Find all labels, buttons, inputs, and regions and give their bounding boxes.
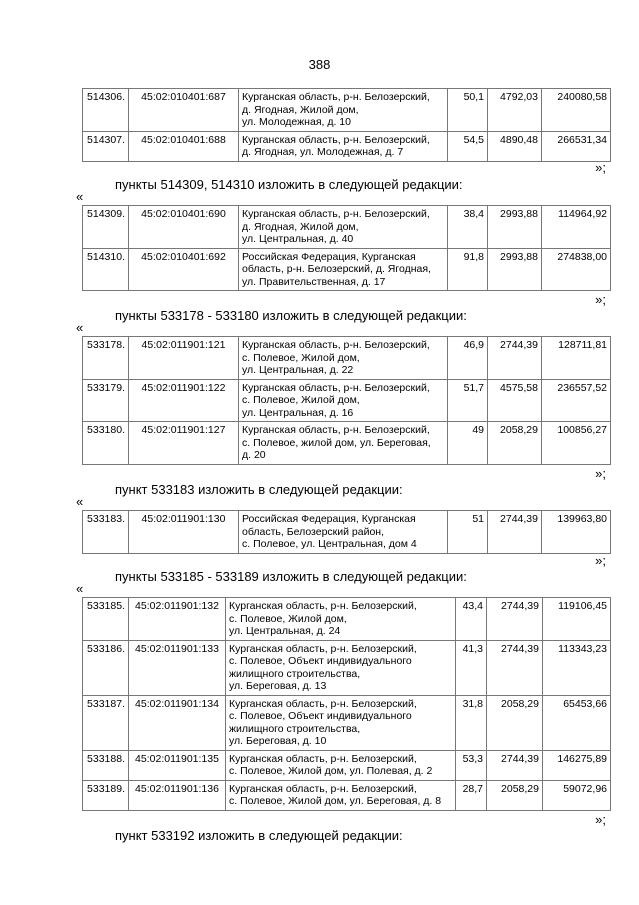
table-row (83, 248, 611, 291)
address-line: Курганская область, р-н. Белозерский, (242, 208, 430, 220)
row-number-cell: 514307. (83, 131, 129, 161)
rate-cell: 2744,39 (488, 511, 542, 554)
rate-cell: 2058,29 (487, 695, 543, 750)
table-row (83, 131, 611, 161)
cadastral-value-cell: 146275,89 (543, 750, 611, 780)
instruction-text: пункты 533185 - 533189 изложить в следующей редакции: (115, 569, 467, 584)
area-cell: 51,7 (448, 379, 488, 422)
area-cell: 28,7 (456, 780, 487, 810)
address-line: ул. Береговая, д. 10 (229, 735, 327, 747)
address-cell (226, 695, 456, 750)
rate-cell: 2993,88 (488, 248, 542, 291)
closing-quote: »; (595, 812, 606, 827)
cadastral-number-cell: 45:02:011901:122 (129, 379, 239, 422)
address-line: ул. Молодежная, д. 10 (242, 116, 351, 128)
table-row (83, 640, 611, 695)
address-cell (239, 206, 448, 249)
property-table (82, 510, 611, 554)
address-line: с. Полевое, Объект индивидуального (229, 655, 412, 667)
address-line: д. 20 (242, 449, 266, 461)
area-cell: 50,1 (448, 89, 488, 132)
cadastral-value-cell: 240080,58 (542, 89, 611, 132)
property-table (82, 88, 611, 162)
address-cell (239, 337, 448, 380)
cadastral-value-cell: 236557,52 (542, 379, 611, 422)
address-cell (226, 640, 456, 695)
page-number: 388 (308, 57, 331, 72)
area-cell: 49 (448, 422, 488, 465)
cadastral-number-cell: 45:02:011901:127 (129, 422, 239, 465)
row-number-cell: 514306. (83, 89, 129, 132)
cadastral-value-cell: 100856,27 (542, 422, 611, 465)
row-number-cell: 533183. (83, 511, 129, 554)
address-line: область, р-н. Белозерский, д. Ягодная, (242, 263, 431, 275)
cadastral-number-cell: 45:02:011901:136 (129, 780, 226, 810)
area-cell: 53,3 (456, 750, 487, 780)
address-line: с. Полевое, Жилой дом, ул. Береговая, д. 8 (229, 795, 442, 807)
row-number-cell: 533180. (83, 422, 129, 465)
opening-quote: « (76, 581, 84, 596)
cadastral-value-cell: 59072,96 (543, 780, 611, 810)
opening-quote: « (76, 494, 84, 509)
address-line: Курганская область, р-н. Белозерский, (229, 642, 417, 655)
address-cell (239, 131, 448, 161)
rate-cell: 4792,03 (488, 89, 542, 132)
cadastral-value-cell: 266531,34 (542, 131, 611, 161)
instruction-text: пункты 533178 - 533180 изложить в следующей редакции: (115, 308, 467, 323)
cadastral-number-cell: 45:02:011901:135 (129, 750, 226, 780)
rate-cell: 2993,88 (488, 206, 542, 249)
address-line: жилищного строительства, (229, 722, 361, 735)
rate-cell: 2058,29 (488, 422, 542, 465)
address-line: Курганская область, р-н. Белозерский, (242, 91, 430, 103)
instruction-text: пункты 514309, 514310 изложить в следующей редакции: (115, 177, 463, 192)
closing-quote: »; (595, 292, 606, 307)
row-number-cell: 533189. (83, 780, 129, 810)
address-line: ул. Береговая, д. 13 (229, 680, 327, 692)
address-cell (239, 248, 448, 291)
cadastral-value-cell: 65453,66 (543, 695, 611, 750)
area-cell: 43,4 (456, 598, 487, 641)
opening-quote: « (76, 189, 84, 204)
cadastral-value-cell: 274838,00 (542, 248, 611, 291)
address-line: с. Полевое, ул. Центральная, дом 4 (242, 538, 417, 550)
area-cell: 38,4 (448, 206, 488, 249)
row-number-cell: 533187. (83, 695, 129, 750)
instruction-text: пункт 533183 изложить в следующей редакции: (115, 482, 403, 497)
cadastral-value-cell: 139963,80 (542, 511, 611, 554)
property-table (82, 597, 611, 811)
address-line: Курганская область, р-н. Белозерский, (229, 697, 417, 710)
cadastral-number-cell: 45:02:011901:130 (129, 511, 239, 554)
row-number-cell: 533178. (83, 337, 129, 380)
rate-cell: 2744,39 (487, 750, 543, 780)
cadastral-value-cell: 128711,81 (542, 337, 611, 380)
row-number-cell: 514309. (83, 206, 129, 249)
cadastral-value-cell: 114964,92 (542, 206, 611, 249)
area-cell: 41,3 (456, 640, 487, 695)
row-number-cell: 533186. (83, 640, 129, 695)
cadastral-number-cell: 45:02:010401:690 (129, 206, 239, 249)
area-cell: 91,8 (448, 248, 488, 291)
closing-quote: »; (595, 553, 606, 568)
table-row (83, 750, 611, 780)
address-cell (226, 750, 456, 780)
address-cell (226, 598, 456, 641)
address-cell (239, 422, 448, 465)
address-cell (239, 89, 448, 132)
table-row (83, 511, 611, 554)
address-line: ул. Центральная, д. 40 (242, 233, 354, 245)
table-row (83, 780, 611, 810)
cadastral-number-cell: 45:02:010401:687 (129, 89, 239, 132)
row-number-cell: 533188. (83, 750, 129, 780)
address-line: Курганская область, р-н. Белозерский, (229, 752, 417, 765)
cadastral-value-cell: 119106,45 (543, 598, 611, 641)
cadastral-value-cell: 113343,23 (543, 640, 611, 695)
address-line: д. Ягодная, Жилой дом, (242, 220, 359, 233)
table-row (83, 89, 611, 132)
area-cell: 31,8 (456, 695, 487, 750)
cadastral-number-cell: 45:02:010401:692 (129, 248, 239, 291)
row-number-cell: 533179. (83, 379, 129, 422)
rate-cell: 2744,39 (487, 598, 543, 641)
table-row (83, 695, 611, 750)
table-row (83, 598, 611, 641)
address-line: Курганская область, р-н. Белозерский, (229, 782, 417, 795)
rate-cell: 2744,39 (488, 337, 542, 380)
address-cell (239, 511, 448, 554)
address-line: с. Полевое, Жилой дом, (242, 351, 360, 364)
address-line: д. Ягодная, ул. Молодежная, д. 7 (242, 146, 404, 158)
address-line: Курганская область, р-н. Белозерский, (229, 600, 417, 612)
rate-cell: 4575,58 (488, 379, 542, 422)
address-line: ул. Правительственная, д. 17 (242, 275, 386, 288)
table-row (83, 206, 611, 249)
closing-quote: »; (595, 160, 606, 175)
area-cell: 51 (448, 511, 488, 554)
address-line: с. Полевое, Жилой дом, (242, 394, 360, 406)
address-line: Российская Федерация, Курганская (242, 250, 416, 263)
address-line: Курганская область, р-н. Белозерский, (242, 133, 430, 146)
address-line: ул. Центральная, д. 16 (242, 406, 354, 419)
rate-cell: 2058,29 (487, 780, 543, 810)
address-line: Курганская область, р-н. Белозерский, (242, 424, 430, 436)
address-cell (226, 780, 456, 810)
address-cell (239, 379, 448, 422)
rate-cell: 2744,39 (487, 640, 543, 695)
address-line: Курганская область, р-н. Белозерский, (242, 339, 430, 351)
cadastral-number-cell: 45:02:011901:121 (129, 337, 239, 380)
address-line: Курганская область, р-н. Белозерский, (242, 381, 430, 394)
address-line: с. Полевое, Объект индивидуального (229, 710, 412, 722)
row-number-cell: 533185. (83, 598, 129, 641)
opening-quote: « (76, 320, 84, 335)
instruction-text: пункт 533192 изложить в следующей редакции: (115, 828, 403, 843)
address-line: с. Полевое, Жилой дом, (229, 612, 347, 625)
rate-cell: 4890,48 (488, 131, 542, 161)
cadastral-number-cell: 45:02:010401:688 (129, 131, 239, 161)
address-line: с. Полевое, Жилой дом, ул. Полевая, д. 2 (229, 765, 433, 777)
table-row (83, 379, 611, 422)
area-cell: 54,5 (448, 131, 488, 161)
cadastral-number-cell: 45:02:011901:134 (129, 695, 226, 750)
closing-quote: »; (595, 466, 606, 481)
cadastral-number-cell: 45:02:011901:132 (129, 598, 226, 641)
address-line: область, Белозерский район, (242, 525, 385, 538)
table-row (83, 422, 611, 465)
address-line: Российская Федерация, Курганская (242, 513, 416, 525)
address-line: ул. Центральная, д. 22 (242, 364, 354, 376)
address-line: ул. Центральная, д. 24 (229, 625, 341, 637)
area-cell: 46,9 (448, 337, 488, 380)
address-line: д. Ягодная, Жилой дом, (242, 103, 359, 116)
table-row (83, 337, 611, 380)
cadastral-number-cell: 45:02:011901:133 (129, 640, 226, 695)
address-line: с. Полевое, жилой дом, ул. Береговая, (242, 436, 431, 449)
property-table (82, 336, 611, 465)
property-table (82, 205, 611, 291)
row-number-cell: 514310. (83, 248, 129, 291)
address-line: жилищного строительства, (229, 667, 361, 680)
